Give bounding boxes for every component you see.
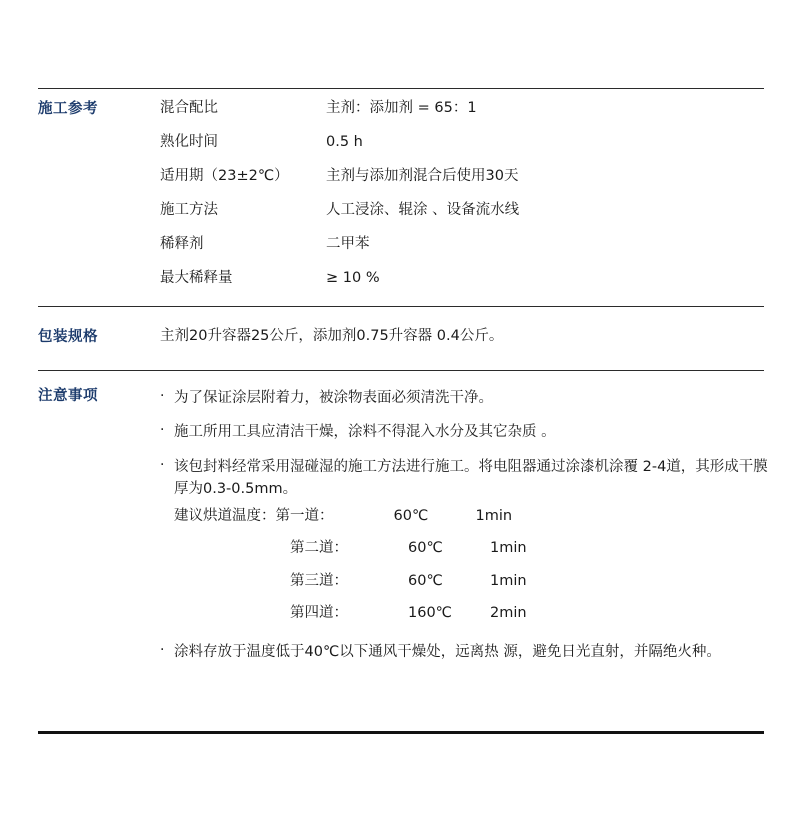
bake-time-value: 1min: [490, 540, 527, 557]
spec-value: 二甲苯: [326, 236, 370, 252]
divider-notes: [38, 370, 764, 371]
bullet-icon: ·: [160, 422, 165, 439]
table-row: [160, 202, 768, 236]
bake-time-value: 1min: [490, 572, 527, 589]
bullet-icon: ·: [160, 388, 165, 404]
spec-value: 主剂：添加剂 = 65：1: [326, 100, 477, 116]
table-row: [160, 134, 768, 168]
bake-temp-value: 60℃: [408, 572, 443, 589]
packaging-text: 主剂20升容器25公斤，添加剂0.75升容器 0.4公斤。: [160, 328, 504, 344]
bake-row: [174, 570, 768, 592]
table-row: [160, 236, 768, 270]
spec-name: 熟化时间: [160, 134, 218, 150]
bake-temp-value: 60℃: [393, 507, 429, 524]
table-row: [160, 270, 768, 304]
section-label-notes: 注意事项: [38, 388, 98, 404]
list-item: [160, 456, 768, 501]
note-text: 该包封料经常采用湿碰湿的施工方法进行施工。将电阻器通过涂漆机涂覆 2-4道，其形成干膜厚为0.3-0.5mm。: [174, 458, 768, 498]
bake-temp-value: 160℃: [408, 605, 452, 622]
section-packaging: [38, 328, 768, 346]
spec-name: 最大稀释量: [160, 270, 233, 286]
section-label-construction: 施工参考: [38, 101, 98, 117]
spec-name: 施工方法: [160, 202, 218, 218]
bake-pass-label: 第二道：: [290, 540, 348, 557]
section-body-packaging: [160, 328, 768, 345]
bake-time-value: 1min: [475, 507, 513, 524]
spec-value: 人工浸涂、辊涂 、设备流水线: [326, 202, 520, 218]
bake-row-indent: [174, 602, 290, 624]
divider-bottom: [38, 731, 764, 734]
bake-row: [174, 537, 768, 559]
section-construction-reference: [38, 100, 768, 304]
list-item: [160, 387, 768, 409]
bake-pass-label: 第一道：: [275, 507, 334, 524]
table-row: [160, 100, 768, 134]
note-text: 为了保证涂层附着力，被涂物表面必须清洗干净。: [174, 390, 493, 406]
note-text: 施工所用工具应清洁干燥，涂料不得混入水分及其它杂质 。: [174, 424, 556, 441]
spec-name: 适用期（23±2℃）: [160, 168, 289, 184]
bake-pass-label: 第三道：: [290, 572, 348, 589]
table-row: [160, 168, 768, 202]
section-body-notes: [160, 387, 768, 663]
bake-schedule-header: [174, 505, 768, 527]
spec-value: 0.5 h: [326, 134, 363, 150]
bullet-icon: ·: [160, 641, 165, 658]
section-label-packaging: 包装规格: [38, 329, 98, 345]
bake-time-value: 2min: [490, 605, 527, 622]
spec-value: ≥ 10 %: [326, 270, 380, 286]
bake-temp-value: 60℃: [408, 540, 443, 557]
spec-value: 主剂与添加剂混合后使用30天: [326, 168, 519, 184]
bake-pass-label: 第四道：: [290, 605, 348, 622]
section-notes: [38, 387, 768, 663]
bake-schedule: [174, 505, 768, 625]
bake-row-indent: [174, 537, 290, 559]
bullet-icon: ·: [160, 456, 165, 473]
note-text: 涂料存放于温度低于40℃以下通风干燥处，远离热 源，避免日光直射，并隔绝火种。: [174, 643, 721, 660]
list-item: [160, 641, 768, 663]
bake-schedule-title: 建议烘道温度：: [174, 507, 276, 524]
spec-name: 混合配比: [160, 100, 218, 116]
list-item: [160, 421, 768, 443]
bake-row-indent: [174, 570, 290, 592]
divider-top: [38, 88, 764, 89]
divider-packaging: [38, 306, 764, 307]
bake-row: [174, 602, 768, 624]
spec-name: 稀释剂: [160, 236, 204, 252]
section-body-construction: [160, 100, 768, 304]
